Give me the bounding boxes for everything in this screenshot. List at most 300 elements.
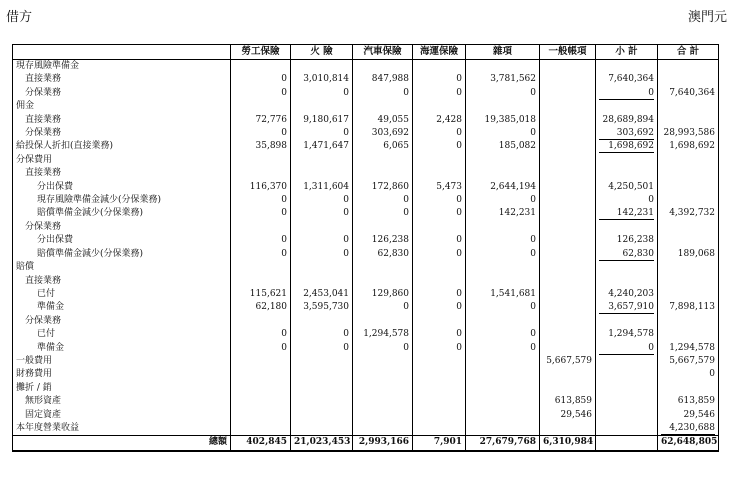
table-cell (658, 60, 719, 74)
cell-value: 0 (403, 208, 409, 219)
cell-value: 2,644,194 (490, 181, 536, 192)
header-blank (13, 45, 231, 60)
table-cell (596, 301, 658, 314)
table-cell (291, 207, 353, 220)
table-row (13, 181, 719, 194)
table-cell (353, 181, 413, 194)
table-cell (466, 127, 540, 140)
table-cell (353, 382, 413, 395)
table-cell (231, 342, 291, 355)
table-cell (540, 288, 596, 301)
cell-value: 29,546 (560, 409, 592, 420)
cell-value: 613,859 (677, 396, 715, 407)
table-cell (596, 382, 658, 395)
table-cell (231, 422, 291, 436)
cell-value: 1,294,578 (363, 329, 409, 340)
table-row (13, 368, 719, 381)
table-cell (413, 127, 466, 140)
table-cell (596, 288, 658, 301)
table-row (13, 248, 719, 261)
column-header: 雜項 (466, 45, 540, 60)
table-cell (413, 73, 466, 86)
table-cell (413, 100, 466, 113)
table-cell (291, 234, 353, 247)
table-cell (231, 436, 291, 451)
table-cell (291, 221, 353, 234)
table-cell (413, 154, 466, 167)
cell-value: 0 (456, 288, 462, 299)
cell-value: 1,698,692 (599, 140, 654, 153)
header-row (13, 45, 719, 60)
table-cell (231, 261, 291, 274)
table-row (13, 261, 719, 274)
table-cell (596, 114, 658, 127)
cell-value: 29,546 (683, 409, 715, 420)
table-cell (353, 275, 413, 288)
table-cell (413, 167, 466, 180)
row-label: 直接業務 (13, 114, 231, 127)
table-cell (540, 275, 596, 288)
table-cell (466, 194, 540, 207)
table-cell (291, 368, 353, 381)
table-cell (540, 261, 596, 274)
row-label: 現存風險準備金減少(分保業務) (13, 194, 231, 207)
cell-value: 62,648,805 (661, 437, 718, 448)
table-cell (291, 248, 353, 261)
cell-value: 2,453,041 (303, 288, 349, 299)
table-cell (291, 422, 353, 436)
table-row (13, 60, 719, 74)
cell-value: 613,859 (554, 396, 592, 407)
table-cell (658, 73, 719, 86)
cell-value: 0 (456, 195, 462, 206)
table-row (13, 127, 719, 140)
table-row (13, 87, 719, 100)
table-cell (353, 248, 413, 261)
row-label: 現存風險準備金 (13, 60, 231, 74)
table-cell (596, 368, 658, 381)
cell-value: 0 (456, 302, 462, 313)
cell-value: 0 (648, 195, 654, 206)
table-row (13, 140, 719, 153)
table-cell (353, 422, 413, 436)
table-cell (596, 315, 658, 328)
cell-value: 28,993,586 (663, 128, 715, 139)
table-cell (596, 422, 658, 436)
cell-value: 6,065 (383, 141, 409, 152)
table-cell (466, 167, 540, 180)
row-label: 分出保費 (13, 234, 231, 247)
table-cell (658, 436, 719, 451)
table-cell (231, 140, 291, 153)
table-cell (353, 288, 413, 301)
cell-value: 72,776 (255, 114, 287, 125)
table-cell (231, 100, 291, 113)
table-cell (231, 315, 291, 328)
table-cell (466, 382, 540, 395)
table-cell (466, 100, 540, 113)
table-cell (413, 261, 466, 274)
cell-value: 62,830 (599, 248, 654, 261)
row-label: 攤折 / 銷 (13, 382, 231, 395)
column-header: 勞工保險 (231, 45, 291, 60)
cell-value: 116,370 (249, 181, 287, 192)
row-label: 給投保人折扣(直接業務) (13, 140, 231, 153)
table-cell (291, 315, 353, 328)
cell-value: 0 (343, 342, 349, 353)
cell-value: 402,845 (246, 437, 287, 448)
table-cell (231, 288, 291, 301)
table-cell (231, 60, 291, 74)
total-row (13, 436, 719, 451)
table-row (13, 275, 719, 288)
currency-label: 澳門元 (687, 10, 727, 25)
cell-value: 142,231 (599, 207, 654, 220)
table-cell (658, 301, 719, 314)
table-cell (658, 154, 719, 167)
row-label: 賠償 (13, 261, 231, 274)
table-cell (291, 167, 353, 180)
cell-value: 2,428 (436, 114, 462, 125)
table-cell (540, 395, 596, 408)
cell-value: 1,294,578 (608, 329, 654, 340)
table-cell (596, 87, 658, 100)
table-cell (413, 248, 466, 261)
table-cell (413, 355, 466, 368)
cell-value: 35,898 (255, 141, 287, 152)
cell-value: 7,901 (433, 437, 462, 448)
cell-value: 9,180,617 (303, 114, 349, 125)
cell-value: 0 (599, 342, 654, 355)
table-cell (413, 234, 466, 247)
table-cell (413, 301, 466, 314)
cell-value: 0 (343, 87, 349, 98)
cell-value: 0 (403, 87, 409, 98)
table-cell (353, 114, 413, 127)
table-cell (413, 140, 466, 153)
table-cell (596, 140, 658, 153)
cell-value: 1,471,647 (303, 141, 349, 152)
table-cell (596, 181, 658, 194)
table-cell (291, 409, 353, 422)
table-cell (596, 436, 658, 451)
table-cell (231, 248, 291, 261)
table-cell (231, 167, 291, 180)
cell-value: 185,082 (498, 141, 536, 152)
table-cell (353, 301, 413, 314)
table-cell (540, 181, 596, 194)
cell-value: 142,231 (498, 208, 536, 219)
cell-value: 0 (530, 302, 536, 313)
table-cell (540, 194, 596, 207)
table-row (13, 207, 719, 220)
table-row (13, 100, 719, 113)
table-cell (540, 248, 596, 261)
table-row (13, 395, 719, 408)
table-cell (466, 315, 540, 328)
row-label: 直接業務 (13, 167, 231, 180)
cell-value: 0 (530, 128, 536, 139)
table-cell (466, 288, 540, 301)
table-cell (353, 167, 413, 180)
table-cell (658, 382, 719, 395)
cell-value: 21,023,453 (294, 437, 351, 448)
row-label: 直接業務 (13, 275, 231, 288)
table-cell (466, 368, 540, 381)
cell-value: 7,640,364 (669, 87, 715, 98)
row-label: 一般費用 (13, 355, 231, 368)
table-row (13, 221, 719, 234)
table-cell (291, 328, 353, 341)
table-cell (291, 73, 353, 86)
row-label: 總額 (13, 436, 231, 451)
cell-value: 0 (281, 208, 287, 219)
cell-value: 0 (281, 128, 287, 139)
table-cell (596, 167, 658, 180)
table-cell (466, 181, 540, 194)
cell-value: 3,010,814 (303, 74, 349, 85)
table-cell (658, 288, 719, 301)
table-cell (413, 275, 466, 288)
cell-value: 189,068 (677, 248, 715, 259)
cell-value: 0 (343, 195, 349, 206)
table-cell (413, 382, 466, 395)
table-cell (291, 194, 353, 207)
table-cell (353, 60, 413, 74)
cell-value: 4,250,501 (608, 181, 654, 192)
cell-value: 0 (456, 248, 462, 259)
table-cell (466, 154, 540, 167)
row-label: 賠償準備金減少(分保業務) (13, 248, 231, 261)
cell-value: 49,055 (377, 114, 409, 125)
row-label: 準備金 (13, 342, 231, 355)
cell-value: 0 (530, 235, 536, 246)
cell-value: 0 (456, 87, 462, 98)
table-cell (291, 301, 353, 314)
table-cell (413, 395, 466, 408)
cell-value: 1,311,604 (303, 181, 349, 192)
cell-value: 5,667,579 (546, 355, 592, 366)
table-cell (540, 60, 596, 74)
table-row (13, 234, 719, 247)
table-cell (231, 127, 291, 140)
table-cell (540, 207, 596, 220)
cell-value: 303,692 (371, 128, 409, 139)
table-cell (466, 355, 540, 368)
table-cell (658, 315, 719, 328)
cell-value: 0 (343, 128, 349, 139)
ledger-table (12, 44, 719, 452)
cell-value: 1,294,578 (669, 342, 715, 353)
table-cell (231, 154, 291, 167)
cell-value: 0 (281, 342, 287, 353)
cell-value: 4,240,203 (608, 288, 654, 299)
cell-value: 19,385,018 (484, 114, 536, 125)
table-cell (291, 127, 353, 140)
cell-value: 4,230,688 (661, 422, 715, 435)
cell-value: 0 (456, 208, 462, 219)
table-cell (466, 140, 540, 153)
table-cell (596, 60, 658, 74)
table-cell (658, 328, 719, 341)
table-cell (658, 181, 719, 194)
table-cell (658, 127, 719, 140)
table-cell (540, 409, 596, 422)
table-cell (291, 382, 353, 395)
row-label: 賠償準備金減少(分保業務) (13, 207, 231, 220)
row-label: 分保業務 (13, 87, 231, 100)
table-row (13, 114, 719, 127)
table-cell (291, 355, 353, 368)
cell-value: 129,860 (371, 288, 409, 299)
cell-value: 0 (281, 195, 287, 206)
table-cell (658, 409, 719, 422)
table-cell (413, 288, 466, 301)
table-cell (413, 328, 466, 341)
table-cell (540, 100, 596, 113)
cell-value: 126,238 (616, 235, 654, 246)
table-cell (353, 342, 413, 355)
table-cell (540, 167, 596, 180)
cell-value: 0 (403, 195, 409, 206)
table-cell (466, 422, 540, 436)
cell-value: 0 (281, 329, 287, 340)
table-cell (413, 409, 466, 422)
table-cell (658, 261, 719, 274)
row-label: 佣金 (13, 100, 231, 113)
debit-label: 借方 (6, 10, 33, 25)
table-cell (353, 409, 413, 422)
cell-value: 0 (709, 369, 715, 380)
column-header: 汽車保險 (353, 45, 413, 60)
row-label: 已付 (13, 288, 231, 301)
table-cell (291, 342, 353, 355)
table-cell (540, 154, 596, 167)
table-cell (466, 342, 540, 355)
table-cell (596, 342, 658, 355)
row-label: 分出保費 (13, 181, 231, 194)
table-cell (413, 368, 466, 381)
table-cell (353, 154, 413, 167)
table-cell (540, 221, 596, 234)
table-cell (353, 127, 413, 140)
cell-value: 115,621 (249, 288, 287, 299)
cell-value: 3,595,730 (303, 302, 349, 313)
cell-value: 7,640,364 (608, 74, 654, 85)
table-cell (596, 328, 658, 341)
table-cell (466, 234, 540, 247)
table-cell (596, 194, 658, 207)
cell-value: 5,473 (436, 181, 462, 192)
cell-value: 0 (456, 329, 462, 340)
table-cell (596, 73, 658, 86)
table-cell (466, 87, 540, 100)
table-cell (466, 301, 540, 314)
table-cell (466, 114, 540, 127)
cell-value: 4,392,732 (669, 208, 715, 219)
table-cell (596, 100, 658, 113)
table-cell (231, 395, 291, 408)
table-cell (353, 87, 413, 100)
cell-value: 126,238 (371, 235, 409, 246)
table-row (13, 194, 719, 207)
table-cell (231, 87, 291, 100)
table-cell (353, 261, 413, 274)
cell-value: 847,988 (371, 74, 409, 85)
table-cell (353, 207, 413, 220)
table-cell (596, 261, 658, 274)
table-cell (353, 100, 413, 113)
table-cell (658, 194, 719, 207)
cell-value: 0 (281, 74, 287, 85)
cell-value: 0 (456, 128, 462, 139)
table-cell (466, 221, 540, 234)
row-label: 無形資產 (13, 395, 231, 408)
row-label: 分保業務 (13, 221, 231, 234)
table-cell (231, 355, 291, 368)
column-header: 合 計 (658, 45, 719, 60)
table-cell (596, 221, 658, 234)
row-label: 準備金 (13, 301, 231, 314)
table-row (13, 409, 719, 422)
cell-value: 0 (403, 302, 409, 313)
cell-value: 5,667,579 (669, 355, 715, 366)
cell-value: 62,180 (255, 302, 287, 313)
cell-value: 0 (343, 235, 349, 246)
column-header: 海運保險 (413, 45, 466, 60)
table-cell (291, 100, 353, 113)
table-cell (413, 342, 466, 355)
table-cell (540, 355, 596, 368)
table-cell (291, 261, 353, 274)
table-cell (291, 154, 353, 167)
table-cell (596, 127, 658, 140)
cell-value: 0 (456, 235, 462, 246)
table-cell (658, 167, 719, 180)
cell-value: 0 (343, 208, 349, 219)
cell-value: 0 (456, 342, 462, 353)
cell-value: 0 (530, 195, 536, 206)
table-cell (466, 248, 540, 261)
cell-value: 303,692 (599, 127, 654, 140)
table-cell (466, 328, 540, 341)
cell-value: 0 (530, 342, 536, 353)
table-cell (540, 368, 596, 381)
table-cell (540, 73, 596, 86)
table-cell (658, 422, 719, 436)
table-cell (540, 87, 596, 100)
table-cell (231, 409, 291, 422)
cell-value: 0 (281, 248, 287, 259)
table-cell (353, 395, 413, 408)
cell-value: 62,830 (377, 248, 409, 259)
table-cell (596, 395, 658, 408)
column-header: 火 險 (291, 45, 353, 60)
row-label: 分保業務 (13, 315, 231, 328)
table-cell (353, 221, 413, 234)
table-cell (658, 140, 719, 153)
row-label: 分保業務 (13, 127, 231, 140)
table-cell (540, 114, 596, 127)
table-cell (231, 275, 291, 288)
cell-value: 0 (456, 74, 462, 85)
cell-value: 3,657,910 (599, 301, 654, 314)
table-row (13, 328, 719, 341)
cell-value: 28,689,894 (602, 114, 654, 125)
table-cell (353, 234, 413, 247)
cell-value: 0 (599, 87, 654, 100)
table-cell (231, 73, 291, 86)
